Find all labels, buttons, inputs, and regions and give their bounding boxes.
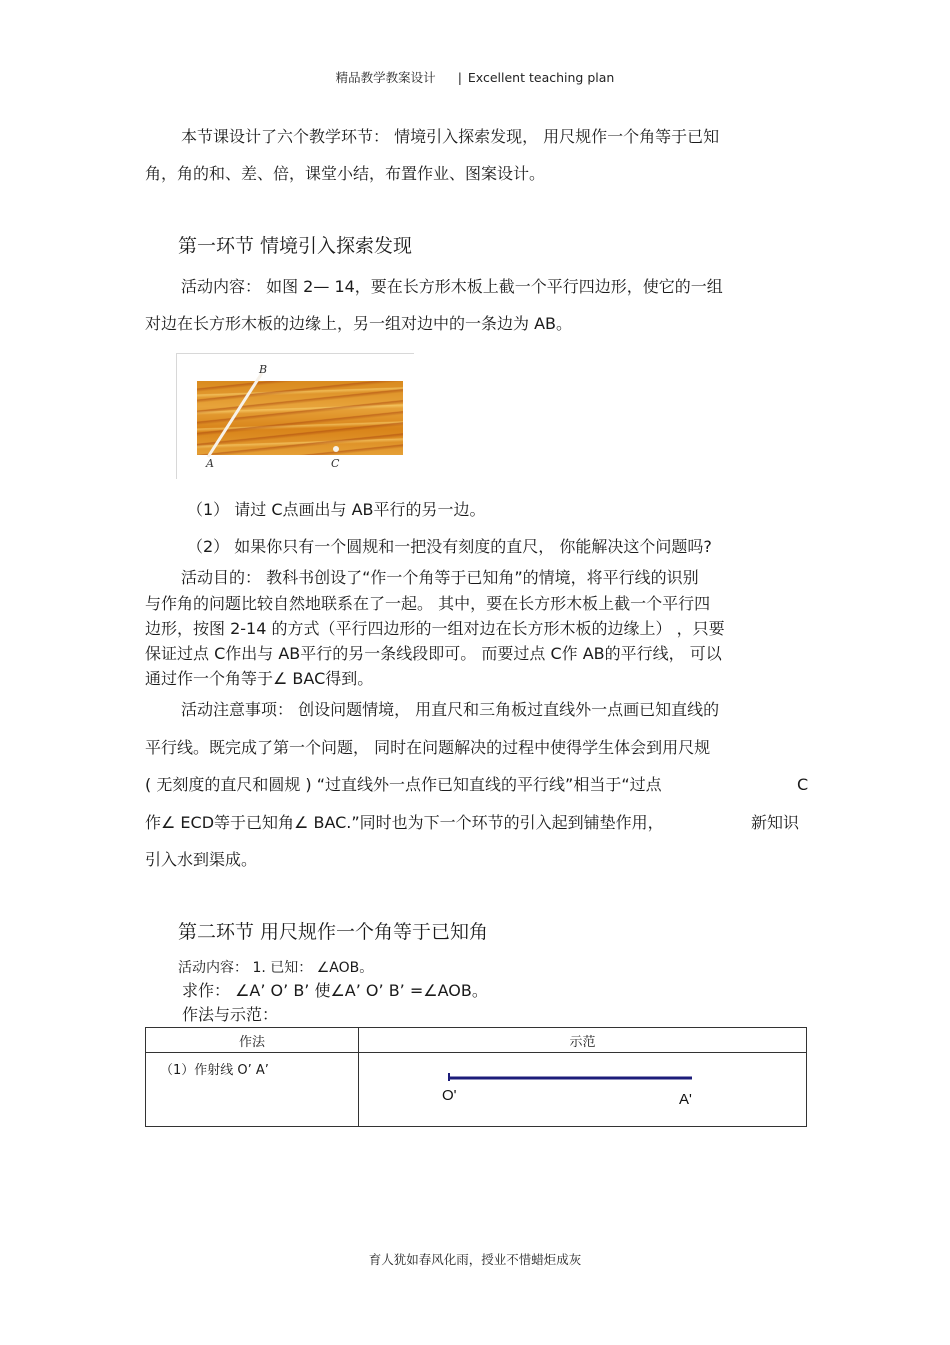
point-c [333, 446, 339, 452]
page-header [0, 68, 950, 86]
header-left: 精品教学教案设计 [335, 70, 436, 85]
intro-line-1: 本节课设计了六个教学环节： 情境引入探索发现， 用尺规作一个角等于已知 [181, 127, 720, 146]
header-separator: | [457, 70, 462, 85]
label-a: A [206, 457, 214, 470]
purpose-line-3: 边形，按图 2-14 的方式（平行四边形的一组对边在长方形木板的边缘上） ，只要 [145, 619, 725, 638]
table-header-row [146, 1028, 807, 1053]
purpose-line-4: 保证过点 C作出与 AB平行的另一条线段即可。 而要过点 C作 AB的平行线， 可以 [145, 644, 722, 663]
notes-line-4: 作∠ ECD等于已知角∠ BAC.”同时也为下一个环节的引入起到铺垫作用， [145, 813, 664, 832]
table-header-demo: 示范 [359, 1028, 807, 1053]
table-header-method: 作法 [146, 1028, 359, 1053]
section-2-method: 作法与示范： [182, 1005, 279, 1024]
notes-line-5: 引入水到渠成。 [145, 850, 258, 869]
construction-table [145, 1027, 807, 1127]
label-a-prime: A' [679, 1091, 692, 1108]
ray-diagram [359, 1053, 807, 1125]
page-footer: 育人犹如春风化雨，授业不惜蜡炬成灰 [368, 1252, 582, 1267]
label-o-prime: O' [442, 1087, 457, 1104]
notes-line-4-end: 新知识 [751, 813, 800, 832]
intro-line-2: 角，角的和、差、倍，课堂小结，布置作业、图案设计。 [145, 164, 546, 183]
purpose-line-5: 通过作一个角等于∠ BAC得到。 [145, 669, 374, 688]
label-c: C [331, 457, 340, 470]
notes-line-1: 活动注意事项： 创设问题情境， 用直尺和三角板过直线外一点画已知直线的 [181, 700, 720, 719]
parallelogram-figure [176, 353, 414, 479]
table-row [146, 1053, 807, 1127]
section-1-content-1: 活动内容： 如图 2— 14，要在长方形木板上截一个平行四边形，使它的一组 [181, 277, 723, 296]
question-1: （1） 请过 C点画出与 AB平行的另一边。 [187, 500, 486, 519]
line-ab [208, 373, 262, 457]
notes-line-2: 平行线。既完成了第一个问题， 同时在问题解决的过程中使得学生体会到用尺规 [145, 738, 711, 757]
purpose-line-2: 与作角的问题比较自然地联系在了一起。 其中，要在长方形木板上截一个平行四 [145, 594, 711, 613]
section-2-title: 第二环节 用尺规作一个角等于已知角 [178, 921, 489, 943]
header-right: Excellent teaching plan [467, 70, 615, 85]
section-2-find: 求作： ∠A’ O’ B’ 使∠A’ O’ B’ =∠AOB。 [182, 981, 488, 1000]
label-b: B [259, 363, 268, 376]
notes-line-3-end: C [797, 775, 809, 794]
notes-line-3: ( 无刻度的直尺和圆规 ) “过直线外一点作已知直线的平行线”相当于“过点 [145, 775, 662, 794]
section-2-content: 活动内容： 1. 已知： ∠AOB。 [178, 960, 374, 976]
section-1-title: 第一环节 情境引入探索发现 [178, 235, 413, 257]
question-2: （2） 如果你只有一个圆规和一把没有刻度的直尺， 你能解决这个问题吗? [187, 537, 712, 556]
purpose-line-1: 活动目的： 教科书创设了“作一个角等于已知角”的情境，将平行线的识别 [181, 568, 699, 587]
table-cell-demo [359, 1053, 807, 1127]
table-cell-method: （1）作射线 O’ A’ [146, 1053, 359, 1127]
section-1-content-2: 对边在长方形木板的边缘上，另一组对边中的一条边为 AB。 [145, 314, 573, 333]
